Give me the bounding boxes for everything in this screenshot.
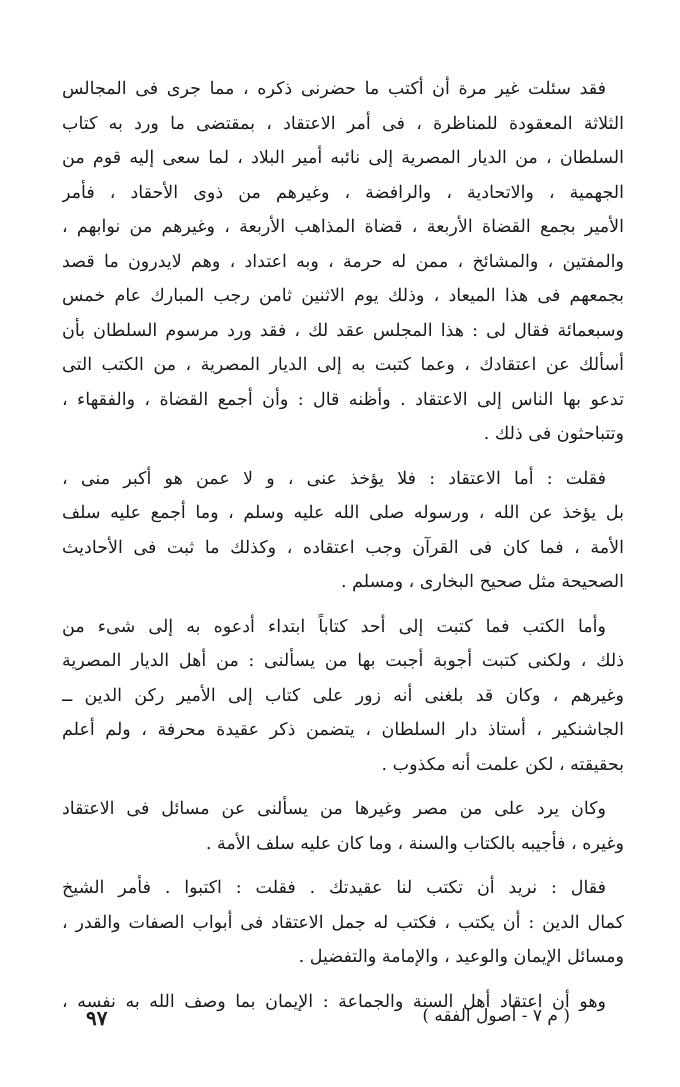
text-line: الجاشنكير ، أستاذ دار السلطان ، يتضمن ذكر عقيدة محرفة ، ولم أعلم <box>62 720 624 740</box>
paragraph-2 <box>62 462 624 600</box>
text-line: الصحيحة مثل صحيح البخارى ، ومسلم . <box>341 572 624 592</box>
text-line: تدعو بها الناس إلى الاعتقاد . وأظنه قال : وأن أجمع القضاة ، والفقهاء ، <box>62 389 624 410</box>
text-line: أسألك عن اعتقادك ، وعما كتبت به إلى الديار المصرية ، من الكتب التى <box>62 355 624 375</box>
text-line: فقلت : أما الاعتقاد : فلا يؤخذ عنى ، و لا عمن هو أكبر منى ، <box>62 468 606 489</box>
text-line: بجمعهم فى هذا الميعاد ، وذلك يوم الاثنين ثامن رجب المبارك عام خمس <box>62 286 624 306</box>
text-line: ذلك ، ولكنى كتبت أجوبة أجبت بها من يسألنى : من أهل الديار المصرية <box>62 651 624 671</box>
text-line: السلطان ، من الديار المصرية إلى نائبه أمير البلاد ، لما سعى إليه قوم من <box>62 148 624 168</box>
text-line: ومسائل الإيمان والوعيد ، والإمامة والتفضيل . <box>298 947 624 967</box>
signature-mark: ( م ٧ - أصول الفقه ) <box>422 1006 570 1026</box>
text-line: والمفتين ، والمشائخ ، ممن له حرمة ، وبه اعتداد ، وهم لايدرون ما قصد <box>62 251 624 272</box>
text-line: فقد سئلت غير مرة أن أكتب ما حضرنى ذكره ، مما جرى فى المجالس <box>62 79 606 99</box>
paragraph-1 <box>62 72 624 452</box>
page-footer <box>86 1006 570 1036</box>
text-line: الأمير بجمع القضاة الأربعة ، قضاة المذاهب الأربعة ، وغيرهم من نوابهم ، <box>62 217 624 237</box>
paragraph-5 <box>62 871 624 975</box>
text-line: فقال : نريد أن تكتب لنا عقيدتك . فقلت : اكتبوا . فأمر الشيخ <box>62 878 606 898</box>
text-line: بحقيقته ، لكن علمت أنه مكذوب . <box>381 754 624 775</box>
text-line: وتتباحثون فى ذلك . <box>483 424 624 444</box>
text-line: وكان يرد على من مصر وغيرها من يسألنى عن مسائل فى الاعتقاد <box>62 799 606 819</box>
text-line: وأما الكتب فما كتبت إلى أحد كتاباً ابتداء أدعوه به إلى شىء من <box>62 616 606 637</box>
text-line: وغيرهم ، وكان قد بلغنى أنه زور على كتاب إلى الأمير ركن الدين ــ <box>62 685 624 706</box>
text-line: وسبعمائة فقال لى : هذا المجلس عقد لك ، فقد ورد مرسوم السلطان بأن <box>62 320 624 341</box>
page-body <box>62 72 624 1029</box>
page-number: ٩٧ <box>86 1006 108 1030</box>
text-line: وهو أن اعتقاد أهل السنة والجماعة : الإيمان بما وصف الله به نفسه ، <box>62 991 606 1012</box>
paragraph-4 <box>62 792 624 861</box>
text-line: كمال الدين : أن يكتب ، فكتب له جمل الاعتقاد فى أبواب الصفات والقدر ، <box>62 912 624 933</box>
paragraph-3 <box>62 610 624 783</box>
text-line: وغيره ، فأجيبه بالكتاب والسنة ، وما كان عليه سلف الأمة . <box>205 833 624 854</box>
text-line: بل يؤخذ عن الله ، ورسوله صلى الله عليه وسلم ، وما أجمع عليه سلف <box>62 503 624 523</box>
text-line: الثلاثة المعقودة للمناظرة ، فى أمر الاعتقاد ، بمقتضى ما ورد به كتاب <box>62 113 624 134</box>
text-line: الأمة ، فما كان فى القرآن وجب اعتقاده ، وكذلك ما ثبت فى الأحاديث <box>62 537 624 558</box>
text-line: الجهمية ، والاتحادية ، والرافضة ، وغيرهم من ذوى الأحقاد ، فأمر <box>62 182 624 203</box>
